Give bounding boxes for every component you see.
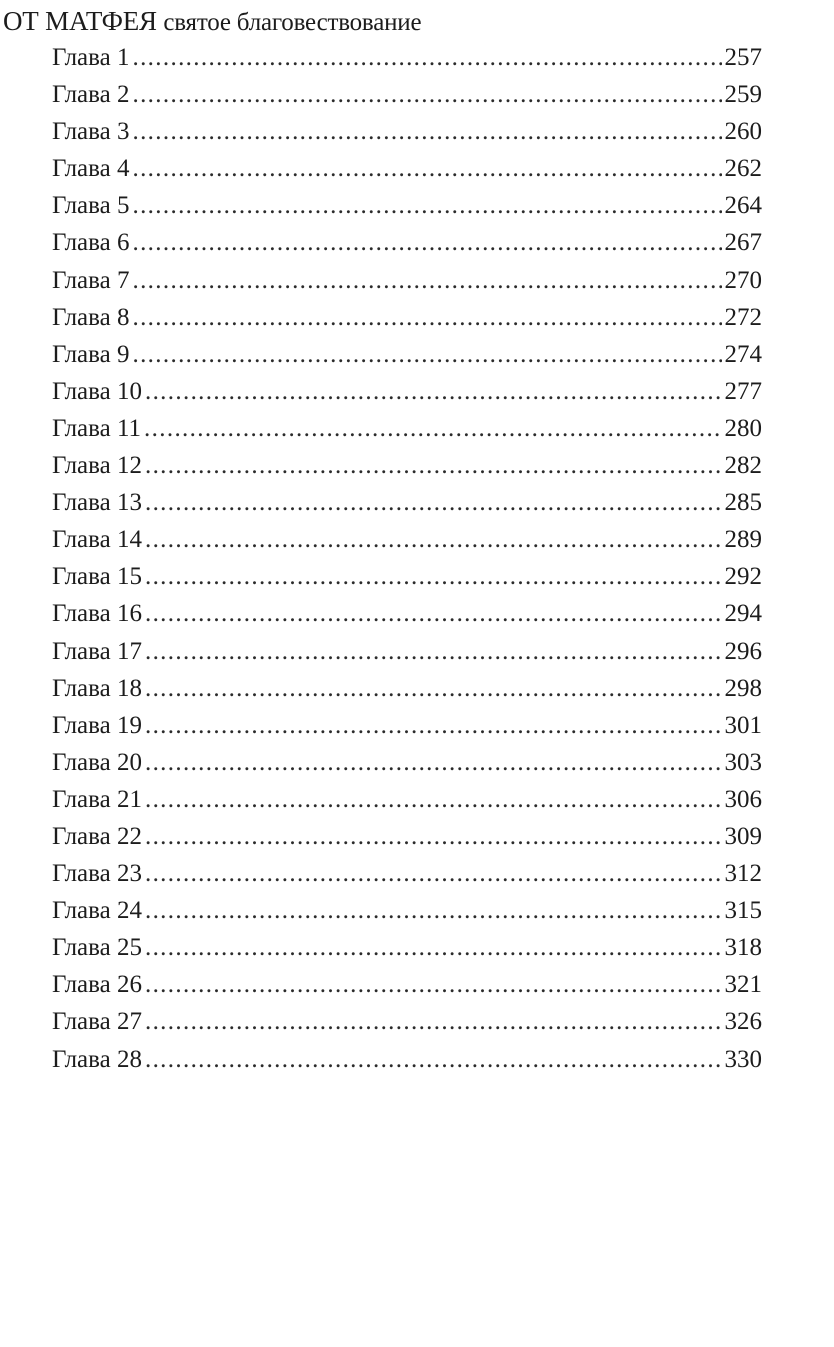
chapter-label: Глава 18 <box>52 674 142 702</box>
chapter-label: Глава 4 <box>52 155 130 183</box>
page-number: 298 <box>724 674 762 702</box>
page-number: 282 <box>724 452 762 480</box>
chapter-label: Глава 21 <box>52 785 142 813</box>
toc-entry[interactable] <box>52 781 762 818</box>
page-number: 270 <box>724 266 762 294</box>
table-of-contents <box>52 39 762 1078</box>
dot-leader <box>145 855 722 892</box>
toc-entry[interactable] <box>52 336 762 373</box>
toc-entry[interactable] <box>52 670 762 707</box>
page-number: 303 <box>724 748 762 776</box>
dot-leader <box>145 1041 722 1078</box>
page-number: 306 <box>724 785 762 813</box>
toc-entry[interactable] <box>52 39 762 76</box>
toc-entry[interactable] <box>52 224 762 261</box>
toc-entry[interactable] <box>52 373 762 410</box>
page-number: 257 <box>724 44 762 71</box>
page-number: 301 <box>724 711 762 739</box>
page-number: 309 <box>724 822 762 850</box>
toc-entry[interactable] <box>52 966 762 1003</box>
toc-entry[interactable] <box>52 299 762 336</box>
toc-entry[interactable] <box>52 633 762 670</box>
page-number: 274 <box>724 340 762 368</box>
toc-entry[interactable] <box>52 929 762 966</box>
chapter-label: Глава 8 <box>52 303 130 331</box>
chapter-label: Глава 7 <box>52 266 130 294</box>
dot-leader <box>132 299 721 336</box>
chapter-label: Глава 22 <box>52 822 142 850</box>
book-title: ОТ МАТФЕЯ <box>3 6 157 36</box>
dot-leader <box>132 224 721 261</box>
chapter-label: Глава 28 <box>52 1045 142 1073</box>
dot-leader <box>145 373 722 410</box>
dot-leader <box>145 633 722 670</box>
toc-entry[interactable] <box>52 447 762 484</box>
chapter-label: Глава 5 <box>52 192 130 220</box>
dot-leader <box>132 39 721 76</box>
page-number: 260 <box>724 118 762 146</box>
dot-leader <box>132 262 721 299</box>
page-number: 326 <box>724 1008 762 1036</box>
chapter-label: Глава 26 <box>52 971 142 999</box>
chapter-label: Глава 17 <box>52 637 142 665</box>
page-number: 292 <box>724 563 762 591</box>
dot-leader <box>145 670 722 707</box>
toc-entry[interactable] <box>52 1003 762 1040</box>
dot-leader <box>145 781 722 818</box>
chapter-label: Глава 1 <box>52 44 130 71</box>
dot-leader <box>144 410 721 447</box>
page-number: 267 <box>724 229 762 257</box>
toc-entry[interactable] <box>52 892 762 929</box>
dot-leader <box>145 929 722 966</box>
dot-leader <box>132 76 721 113</box>
chapter-label: Глава 16 <box>52 600 142 628</box>
dot-leader <box>145 1003 722 1040</box>
section-heading <box>3 4 421 40</box>
dot-leader <box>145 966 722 1003</box>
page-number: 262 <box>724 155 762 183</box>
chapter-label: Глава 19 <box>52 711 142 739</box>
chapter-label: Глава 6 <box>52 229 130 257</box>
chapter-label: Глава 12 <box>52 452 142 480</box>
toc-entry[interactable] <box>52 707 762 744</box>
dot-leader <box>145 595 722 632</box>
toc-entry[interactable] <box>52 521 762 558</box>
page-number: 312 <box>724 860 762 888</box>
toc-entry[interactable] <box>52 855 762 892</box>
dot-leader <box>132 113 721 150</box>
page-number: 321 <box>724 971 762 999</box>
chapter-label: Глава 2 <box>52 81 130 109</box>
dot-leader <box>132 336 721 373</box>
page-number: 289 <box>724 526 762 554</box>
dot-leader <box>145 707 722 744</box>
chapter-label: Глава 9 <box>52 340 130 368</box>
page-number: 264 <box>724 192 762 220</box>
chapter-label: Глава 13 <box>52 489 142 517</box>
page-number: 272 <box>724 303 762 331</box>
toc-entry[interactable] <box>52 1041 762 1078</box>
toc-entry[interactable] <box>52 76 762 113</box>
toc-entry[interactable] <box>52 744 762 781</box>
dot-leader <box>145 558 722 595</box>
dot-leader <box>132 150 721 187</box>
page-number: 318 <box>724 934 762 962</box>
page-number: 259 <box>724 81 762 109</box>
dot-leader <box>145 484 722 521</box>
dot-leader <box>145 447 722 484</box>
chapter-label: Глава 25 <box>52 934 142 962</box>
page-number: 277 <box>724 377 762 405</box>
chapter-label: Глава 11 <box>52 414 142 442</box>
page-number: 285 <box>724 489 762 517</box>
dot-leader <box>145 892 722 929</box>
book-subtitle: святое благовествование <box>163 9 422 36</box>
chapter-label: Глава 20 <box>52 748 142 776</box>
toc-entry[interactable] <box>52 484 762 521</box>
chapter-label: Глава 23 <box>52 860 142 888</box>
toc-entry[interactable] <box>52 262 762 299</box>
dot-leader <box>145 818 722 855</box>
chapter-label: Глава 14 <box>52 526 142 554</box>
toc-entry[interactable] <box>52 595 762 632</box>
toc-entry[interactable] <box>52 150 762 187</box>
chapter-label: Глава 10 <box>52 377 142 405</box>
page-number: 296 <box>724 637 762 665</box>
dot-leader <box>145 521 722 558</box>
page-number: 330 <box>724 1045 762 1073</box>
toc-entry[interactable] <box>52 113 762 150</box>
page-number: 294 <box>724 600 762 628</box>
toc-entry[interactable] <box>52 558 762 595</box>
toc-entry[interactable] <box>52 187 762 224</box>
chapter-label: Глава 24 <box>52 897 142 925</box>
chapter-label: Глава 15 <box>52 563 142 591</box>
dot-leader <box>132 187 721 224</box>
toc-entry[interactable] <box>52 410 762 447</box>
page-number: 315 <box>724 897 762 925</box>
page-number: 280 <box>724 414 762 442</box>
toc-entry[interactable] <box>52 818 762 855</box>
chapter-label: Глава 3 <box>52 118 130 146</box>
dot-leader <box>145 744 722 781</box>
chapter-label: Глава 27 <box>52 1008 142 1036</box>
